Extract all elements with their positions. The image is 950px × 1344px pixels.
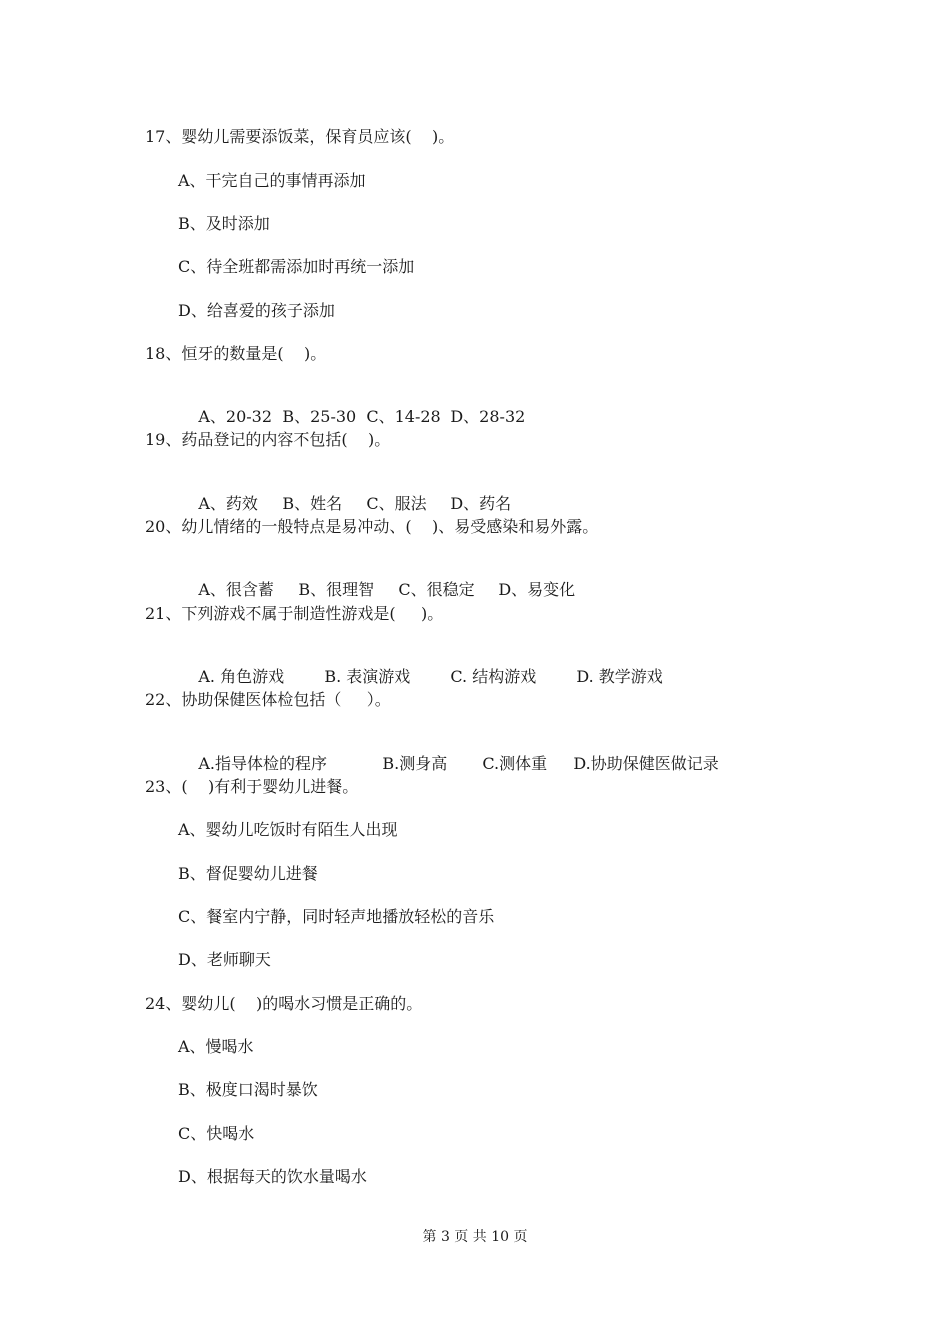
question-24-option-a: A、慢喝水	[178, 1037, 254, 1056]
question-21-option-b: B. 表演游戏	[324, 667, 411, 686]
question-17-stem: 17、婴幼儿需要添饭菜，保育员应该( )。	[145, 127, 455, 146]
question-19-option-a: A、药效	[198, 494, 258, 513]
question-24-option-b: B、极度口渴时暴饮	[178, 1080, 318, 1099]
question-22-stem: 22、协助保健医体检包括（ ）。	[145, 690, 391, 709]
question-24-stem: 24、婴幼儿( )的喝水习惯是正确的。	[145, 994, 423, 1013]
question-22-option-b: B.测身高	[382, 754, 448, 773]
question-17-option-b: B、及时添加	[178, 214, 270, 233]
question-20-option-c: C、很稳定	[398, 580, 475, 599]
question-18-option-d: D、28-32	[450, 407, 526, 426]
question-23-stem: 23、( )有利于婴幼儿进餐。	[145, 777, 359, 796]
question-23-option-b: B、督促婴幼儿进餐	[178, 864, 318, 883]
question-23-option-d: D、老师聊天	[178, 950, 271, 969]
question-18-option-c: C、14-28	[366, 407, 441, 426]
question-19-option-c: C、服法	[366, 494, 427, 513]
question-22-option-c: C.测体重	[482, 754, 548, 773]
question-17-option-a: A、干完自己的事情再添加	[178, 171, 366, 190]
question-18-option-b: B、25-30	[282, 407, 357, 426]
question-21-option-a: A. 角色游戏	[198, 667, 285, 686]
question-19-option-d: D、药名	[450, 494, 512, 513]
question-17-option-d: D、给喜爱的孩子添加	[178, 301, 335, 320]
page-number-footer: 第 3 页 共 10 页	[422, 1229, 528, 1245]
question-24-option-d: D、根据每天的饮水量喝水	[178, 1167, 367, 1186]
question-18-option-a: A、20-32	[198, 407, 273, 426]
question-17-option-c: C、待全班都需添加时再统一添加	[178, 257, 415, 276]
question-20-option-b: B、很理智	[298, 580, 375, 599]
question-20-option-d: D、易变化	[498, 580, 576, 599]
question-18-stem: 18、恒牙的数量是( )。	[145, 344, 327, 363]
question-22-option-d: D.协助保健医做记录	[573, 754, 719, 773]
question-21-option-d: D. 教学游戏	[576, 667, 663, 686]
question-21-stem: 21、下列游戏不属于制造性游戏是( )。	[145, 604, 444, 623]
question-22-option-a: A.指导体检的程序	[198, 754, 327, 773]
question-20-stem: 20、幼儿情绪的一般特点是易冲动、( )、易受感染和易外露。	[145, 517, 599, 536]
question-19-stem: 19、药品登记的内容不包括( )。	[145, 430, 391, 449]
question-24-option-c: C、快喝水	[178, 1124, 255, 1143]
question-23-option-c: C、餐室内宁静，同时轻声地播放轻松的音乐	[178, 907, 495, 926]
question-21-option-c: C. 结构游戏	[450, 667, 537, 686]
question-20-option-a: A、很含蓄	[198, 580, 274, 599]
question-19-option-b: B、姓名	[282, 494, 343, 513]
question-23-option-a: A、婴幼儿吃饭时有陌生人出现	[178, 820, 398, 839]
